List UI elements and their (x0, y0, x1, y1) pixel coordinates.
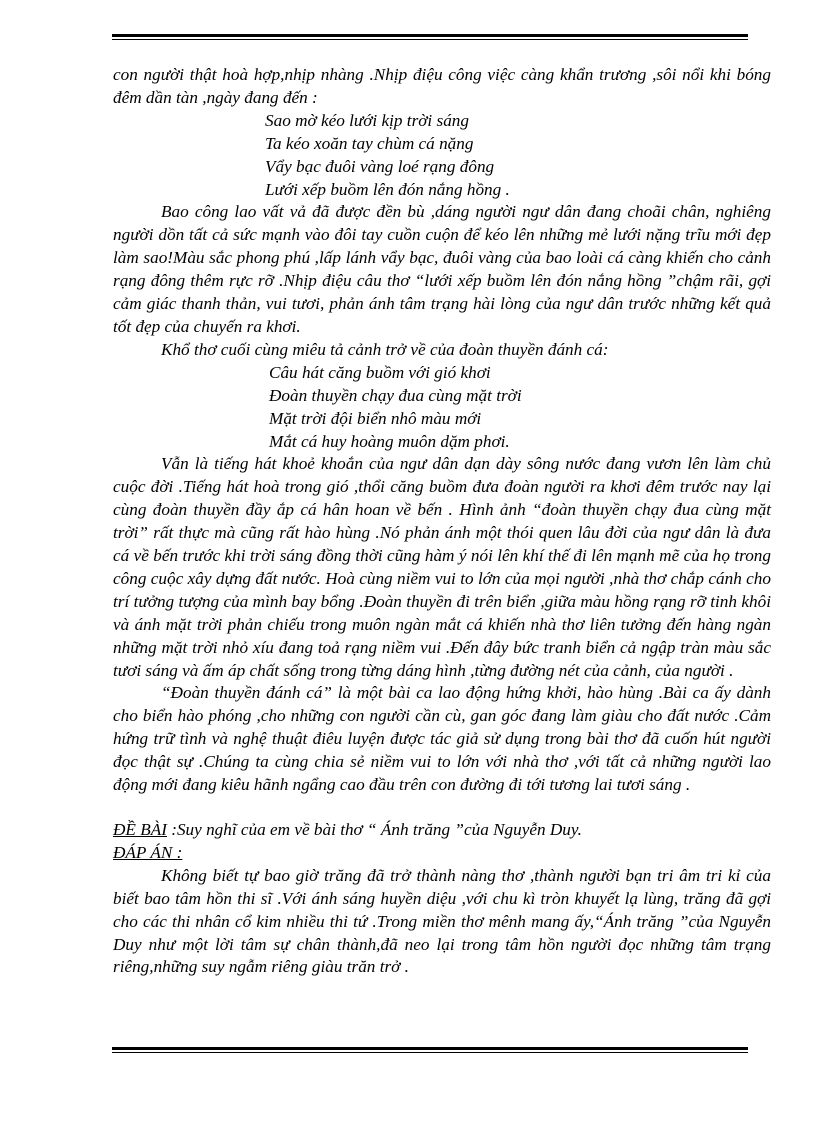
paragraph: Vẫn là tiếng hát khoẻ khoắn của ngư dân dạn dày sông nước đang vươn lên làm chủ cuộc đời .Tiếng hát hoà trong gió ,thổi căng buồm đưa đoàn người ra khơi đêm trước nay lại cùng đoàn thuyền đầy ắp cá hân hoan về bến . Hình ảnh “đoàn thuyền chạy đua cùng mặt trời” rất thực mà cũng rất hào hùng .Nó phản ánh một thói quen lâu đời của ngư dân là đưa cá về bến trước khi trời sáng đồng thời cũng hàm ý nói lên khí thế đi lên mạnh mẽ của họ trong công cuộc xây dựng đất nước. Hoà cùng niềm vui to lớn của mọi người ,nhà thơ chắp cánh cho trí tưởng tượng của mình bay bổng .Đoàn thuyền đi trên biển ,giữa màu hồng rạng rỡ tinh khôi và ánh mặt trời phản chiếu trong muôn ngàn mắt cá khiến nhà thơ liên tưởng đến hàng ngàn những mặt trời nhỏ xíu đang toả rạng niềm vui .Đến đây bức tranh biển cả ngập tràn màu sắc tươi sáng và ấm áp chất sống trong từng dáng hình ,từng đường nét của cảnh, của người . (113, 454, 771, 680)
assignment-prompt: :Suy nghĩ của em về bài thơ “ Ánh trăng ”của Nguyễn Duy. (166, 820, 582, 839)
page-content (113, 64, 771, 979)
dap-an-label: ĐÁP ÁN : (113, 842, 183, 862)
top-border-rule (112, 34, 748, 40)
answer-heading (113, 842, 771, 865)
poem-line: Ta kéo xoăn tay chùm cá nặng (265, 133, 474, 153)
poem-line: Lưới xếp buồm lên đón nắng hồng . (265, 179, 510, 199)
poem-line: Câu hát căng buồm với gió khơi (269, 362, 491, 382)
paragraph: “Đoàn thuyền đánh cá” là một bài ca lao động hứng khởi, hào hùng .Bài ca ấy dành cho biển hào phóng ,cho những con người cần cù, gan góc đang làm giàu cho đất nước .Cảm hứng trữ tình và nghệ thuật điêu luyện được tác giả sử dụng trong bài thơ đã cuốn hút người đọc thật sự .Chúng ta cùng chia sẻ niềm vui to lớn với nhà thơ ,với tất cả những người lao động mới đang kiêu hãnh ngẩng cao đầu trên con đường đi tới tương lai tươi sáng . (113, 683, 771, 795)
paragraph: Khổ thơ cuối cùng miêu tả cảnh trở về của đoàn thuyền đánh cá: (161, 339, 609, 359)
assignment-heading (113, 819, 771, 842)
poem-line: Mặt trời đội biển nhô màu mới (269, 408, 482, 428)
poem-stanza (113, 362, 771, 454)
paragraph: Không biết tự bao giờ trăng đã trở thành nàng thơ ,thành người bạn tri âm tri kỉ của biết bao tâm hồn thi sĩ .Với ánh sáng huyền diệu ,với chu kì tròn khuyết lạ lùng, trăng đã gợi cho các thi nhân cổ kim nhiều thi tứ .Trong miền thơ mênh mang ấy,“Ánh trăng ”của Nguyễn Duy như một lời tâm sự chân thành,đã neo lại trong tâm hồn người đọc những tâm trạng riêng,những suy ngẫm riêng giàu trăn trở . (113, 865, 771, 977)
poem-line: Đoàn thuyền chạy đua cùng mặt trời (269, 385, 522, 405)
poem-line: Sao mờ kéo lưới kịp trời sáng (265, 110, 469, 130)
paragraph: Bao công lao vất vả đã được đền bù ,dáng người ngư dân đang choãi chân, nghiêng người dồn tất cả sức mạnh vào đôi tay cuồn cuộn để kéo lên những mẻ lưới nặng trĩu mới đẹp làm sao!Màu sắc phong phú ,lấp lánh vẩy bạc, đuôi vàng của bao loài cá càng khiến cho cảnh rạng đông thêm rực rỡ .Nhịp điệu câu thơ “lưới xếp buồm lên đón nắng hồng ”chậm rãi, gợi cảm giác thanh thản, vui tươi, phản ánh tâm trạng hài lòng của ngư dân trước những kết quả tốt đẹp của chuyến ra khơi. (113, 202, 771, 336)
de-bai-label: ĐỀ BÀI (113, 820, 167, 839)
poem-stanza (113, 110, 771, 202)
bottom-border-rule (112, 1047, 748, 1053)
poem-line: Mắt cá huy hoàng muôn dặm phơi. (269, 431, 510, 451)
paragraph: con người thật hoà hợp,nhịp nhàng .Nhịp điệu công việc càng khẩn trương ,sôi nổi khi bóng đêm dần tàn ,ngày đang đến : (113, 65, 771, 107)
poem-line: Vẩy bạc đuôi vàng loé rạng đông (265, 156, 495, 176)
